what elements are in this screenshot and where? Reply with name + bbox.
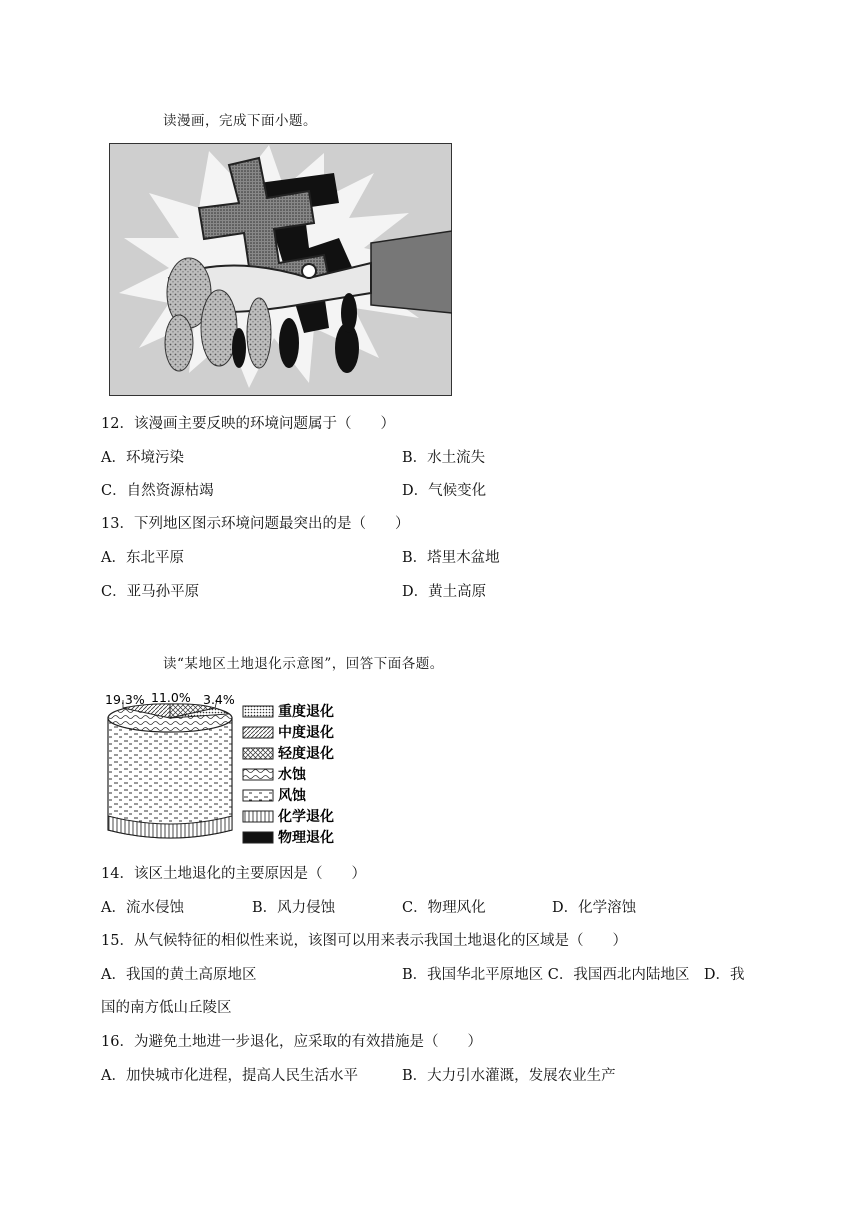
q12-option-d[interactable]: D．气候变化 (402, 483, 487, 499)
legend-chemical: 化学退化 (278, 809, 334, 825)
q14-option-c[interactable]: C．物理风化 (402, 900, 486, 916)
chart-label-3-4: 3.4% (203, 692, 235, 707)
q14-option-a[interactable]: A．流水侵蚀 (101, 900, 184, 916)
q13-stem: 13．下列地区图示环境问题最突出的是（ ） (101, 516, 410, 532)
q13-option-b[interactable]: B．塔里木盆地 (402, 550, 500, 566)
q13-option-a[interactable]: A．东北平原 (101, 550, 184, 566)
q13-option-d[interactable]: D．黄土高原 (402, 584, 487, 600)
legend-light: 轻度退化 (278, 746, 334, 762)
chart-label-19-3: 19.3% (105, 692, 145, 707)
q16-option-a[interactable]: A．加快城市化进程，提高人民生活水平 (101, 1068, 358, 1084)
legend-water: 水蚀 (278, 767, 306, 783)
q14-stem: 14．该区土地退化的主要原因是（ ） (101, 866, 366, 882)
q12-option-c[interactable]: C．自然资源枯竭 (101, 483, 214, 499)
q15-options-bcd[interactable]: B．我国华北平原地区 C．我国西北内陆地区 D．我 (402, 967, 745, 983)
q15-option-d-cont[interactable]: 国的南方低山丘陵区 (101, 1000, 232, 1016)
q12-option-a[interactable]: A．环境污染 (101, 450, 184, 466)
soil-erosion-cartoon (109, 143, 452, 396)
q12-option-b[interactable]: B．水土流失 (402, 450, 486, 466)
q14-option-d[interactable]: D．化学溶蚀 (552, 900, 637, 916)
legend-physical: 物理退化 (278, 830, 334, 846)
q16-stem: 16．为避免土地进一步退化，应采取的有效措施是（ ） (101, 1034, 482, 1050)
legend-heavy: 重度退化 (278, 704, 334, 720)
cartoon-intro: 读漫画，完成下面小题。 (163, 113, 317, 129)
q12-stem: 12．该漫画主要反映的环境问题属于（ ） (101, 416, 395, 432)
chart-intro: 读“某地区土地退化示意图”，回答下面各题。 (163, 656, 444, 672)
chart-legend (243, 703, 334, 846)
q16-option-b[interactable]: B．大力引水灌溉，发展农业生产 (402, 1068, 616, 1084)
q14-option-b[interactable]: B．风力侵蚀 (252, 900, 336, 916)
legend-moderate: 中度退化 (278, 725, 334, 741)
q15-option-a[interactable]: A．我国的黄土高原地区 (101, 967, 257, 983)
q15-stem: 15．从气候特征的相似性来说，该图可以用来表示我国土地退化的区域是（ ） (101, 933, 627, 949)
chart-label-11-0: 11.0% (151, 690, 191, 705)
q13-option-c[interactable]: C．亚马孙平原 (101, 584, 200, 600)
legend-wind: 风蚀 (278, 788, 306, 804)
land-degradation-chart (103, 690, 353, 848)
